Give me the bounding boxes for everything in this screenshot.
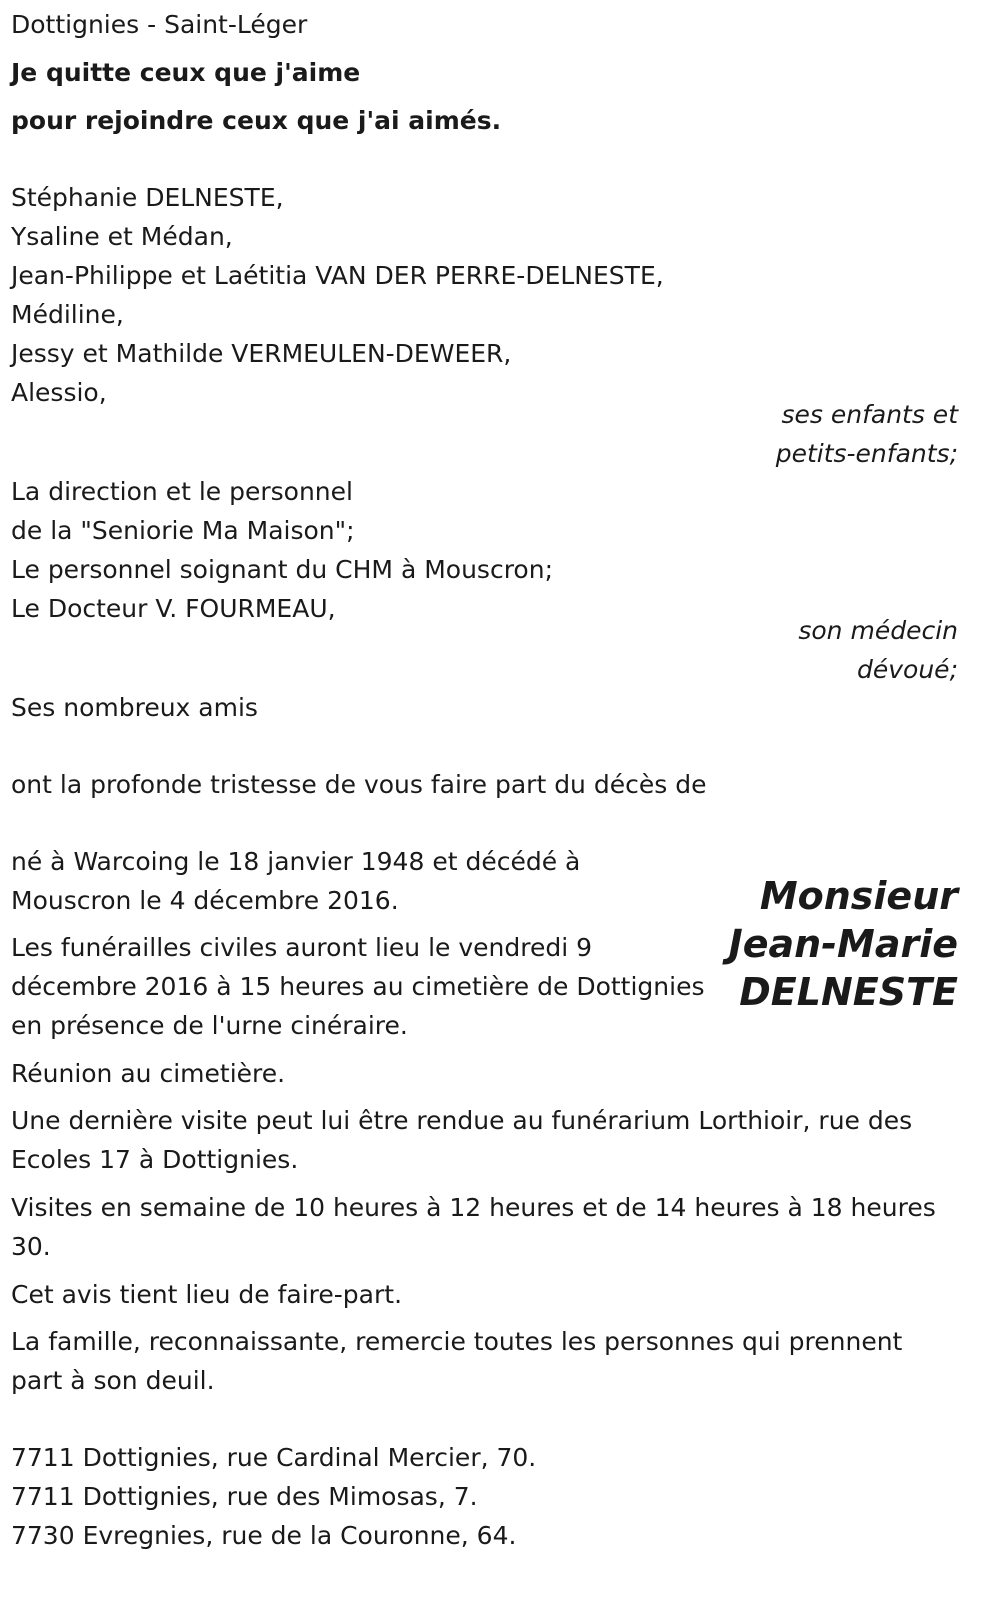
care-line-1: La direction et le personnel <box>11 477 353 506</box>
family-role-line-2: petits-enfants; <box>775 439 958 468</box>
address-line-2: 7711 Dottignies, rue des Mimosas, 7. <box>11 1482 478 1511</box>
quote-line-1: Je quitte ceux que j'aime <box>11 58 361 87</box>
announcement-line: ont la profonde tristesse de vous faire part du décès de <box>11 770 707 799</box>
visit-hours-line-1: Visites en semaine de 10 heures à 12 heures et de 14 heures à 18 heures <box>11 1193 936 1222</box>
family-line-6: Alessio, <box>11 378 107 407</box>
funeral-line-1: Les funérailles civiles auront lieu le vendredi 9 <box>11 933 593 962</box>
address-line-1: 7711 Dottignies, rue Cardinal Mercier, 70. <box>11 1443 537 1472</box>
visit-hours-line-2: 30. <box>11 1232 51 1261</box>
visit-line-2: Ecoles 17 à Dottignies. <box>11 1145 299 1174</box>
address-line-3: 7730 Evregnies, rue de la Couronne, 64. <box>11 1521 517 1550</box>
deceased-title: Monsieur <box>759 874 958 918</box>
doctor-role-line-2: dévoué; <box>857 655 958 684</box>
family-role-line-1: ses enfants et <box>781 400 958 429</box>
birth-death-line-1: né à Warcoing le 18 janvier 1948 et décédé à <box>11 847 581 876</box>
family-line-5: Jessy et Mathilde VERMEULEN-DEWEER, <box>11 339 512 368</box>
care-line-4: Le Docteur V. FOURMEAU, <box>11 594 336 623</box>
funeral-line-2: décembre 2016 à 15 heures au cimetière de Dottignies <box>11 972 705 1001</box>
funeral-line-3: en présence de l'urne cinéraire. <box>11 1011 408 1040</box>
family-line-4: Médiline, <box>11 300 124 329</box>
friends-line: Ses nombreux amis <box>11 693 258 722</box>
care-line-2: de la "Seniorie Ma Maison"; <box>11 516 355 545</box>
quote-line-2: pour rejoindre ceux que j'ai aimés. <box>11 106 502 135</box>
family-line-3: Jean-Philippe et Laétitia VAN DER PERRE-DELNESTE, <box>11 261 664 290</box>
deceased-last-name: DELNESTE <box>739 970 958 1014</box>
location-heading: Dottignies - Saint-Léger <box>11 10 308 39</box>
birth-death-line-2: Mouscron le 4 décembre 2016. <box>11 886 399 915</box>
thanks-line-2: part à son deuil. <box>11 1366 215 1395</box>
family-line-2: Ysaline et Médan, <box>11 222 233 251</box>
thanks-line-1: La famille, reconnaissante, remercie toutes les personnes qui prennent <box>11 1327 903 1356</box>
notice-line: Cet avis tient lieu de faire-part. <box>11 1280 403 1309</box>
visit-line-1: Une dernière visite peut lui être rendue au funérarium Lorthioir, rue des <box>11 1106 913 1135</box>
care-line-3: Le personnel soignant du CHM à Mouscron; <box>11 555 553 584</box>
family-line-1: Stéphanie DELNESTE, <box>11 183 284 212</box>
deceased-name <box>729 872 958 1016</box>
doctor-role-line-1: son médecin <box>798 616 958 645</box>
deceased-first-name: Jean-Marie <box>728 922 958 966</box>
meeting-line: Réunion au cimetière. <box>11 1059 286 1088</box>
